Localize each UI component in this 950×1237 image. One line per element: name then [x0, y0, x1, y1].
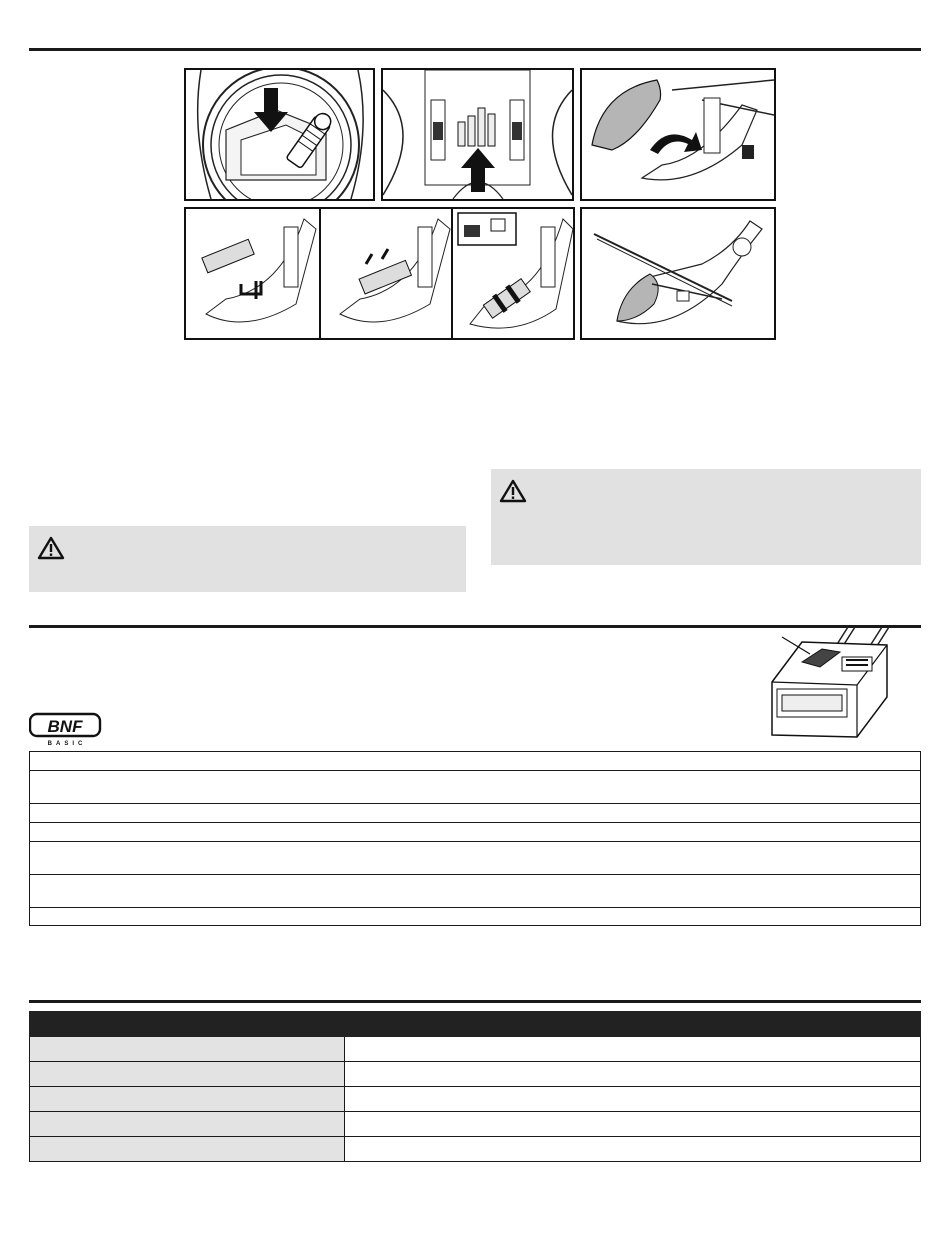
- panel-canopy-removal: [580, 68, 776, 201]
- warning-triangle-icon: [37, 536, 65, 560]
- warning-box-right: [491, 469, 921, 565]
- panel-canopy-installed: [580, 207, 776, 340]
- table-row: [30, 875, 921, 908]
- table-row: [30, 1137, 921, 1162]
- bnf-logo-text: BNF: [47, 717, 83, 736]
- bnf-basic-logo: [29, 712, 105, 746]
- table-row: [30, 1062, 921, 1087]
- table-row: [30, 771, 921, 804]
- panel-transmitter-battery: [184, 68, 375, 201]
- table-row: [30, 752, 921, 771]
- warning-triangle-icon: [499, 479, 527, 503]
- specifications-table: [29, 1011, 921, 1162]
- table-row: [30, 823, 921, 842]
- panel-battery-strip: [184, 207, 575, 340]
- table-row: [30, 1112, 921, 1137]
- warning-box-left: [29, 526, 466, 592]
- top-section-rule: [29, 48, 921, 51]
- spec-section-rule: [29, 1000, 921, 1003]
- table-row: [30, 1037, 921, 1062]
- receiver-illustration: [762, 627, 922, 743]
- table-row: [30, 908, 921, 926]
- table-row: [30, 842, 921, 875]
- table-row: [30, 804, 921, 823]
- binding-steps-table: [29, 751, 921, 926]
- bnf-logo-subtext: BASIC: [47, 741, 87, 746]
- table-header-row: [30, 1012, 921, 1037]
- table-row: [30, 1087, 921, 1112]
- panel-power-switch: [381, 68, 574, 201]
